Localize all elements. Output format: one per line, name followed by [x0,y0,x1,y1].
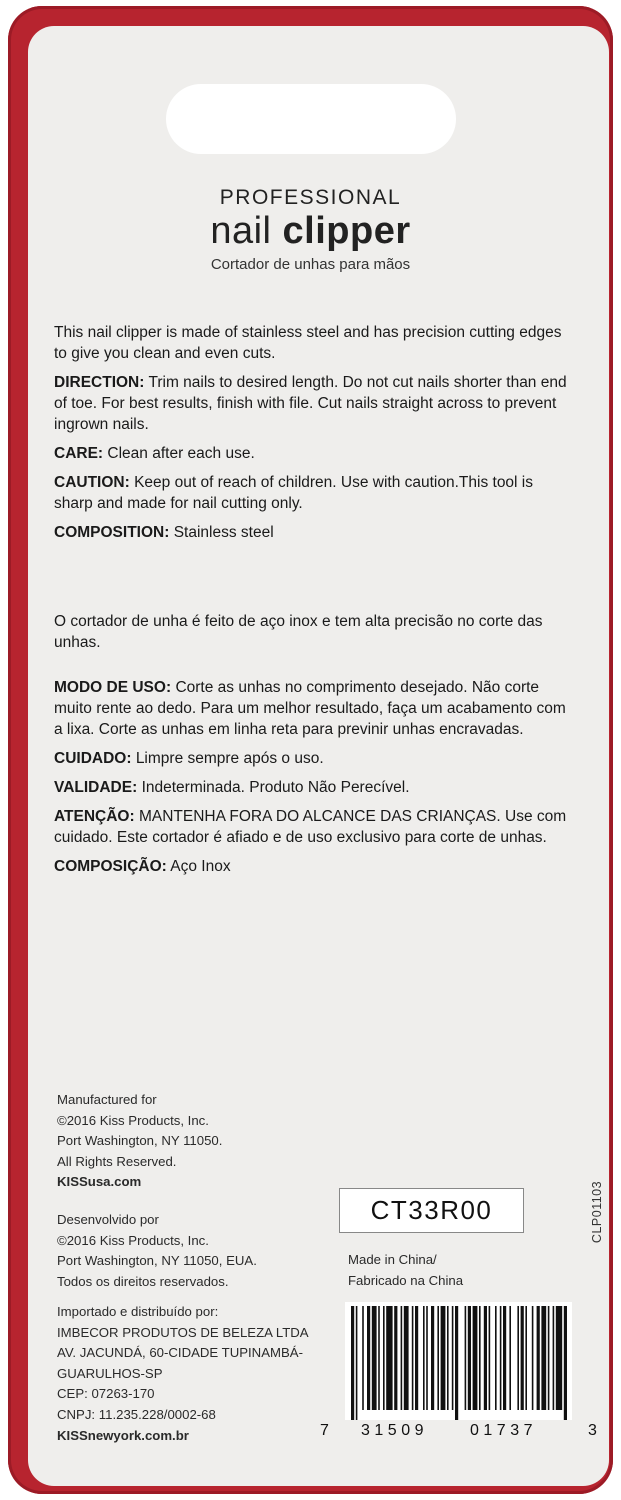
origin-line1: Made in China/ [348,1252,437,1267]
importer-line4: GUARULHOS-SP [57,1365,163,1381]
barcode-bar [521,1306,524,1410]
product-code-box [339,1188,524,1233]
barcode-bar [500,1306,502,1410]
barcode-bar [553,1306,555,1410]
vertical-sku-code: CLP01103 [590,1180,605,1244]
importer-line1: Importado e distribuído por: [57,1304,219,1319]
cuidado-paragraph [54,748,574,769]
barcode-bar [423,1306,425,1410]
barcode-bar [503,1306,506,1410]
origin-info [348,1250,463,1291]
barcode-first-digit: 7 [320,1422,334,1439]
barcode-bar [564,1306,567,1420]
manufacturer-pt-line1: Desenvolvido por [57,1212,159,1227]
product-title [0,186,621,276]
barcode-bar [468,1306,471,1410]
manufacturer-en-website: KISSusa.com [57,1174,142,1190]
barcode-bar [386,1306,392,1410]
barcode-bar [452,1306,454,1410]
manufacturer-pt-line3: Port Washington, NY 11050, EUA. [57,1253,257,1269]
barcode-bar [473,1306,478,1410]
barcode-bar [525,1306,527,1410]
validade-paragraph [54,777,574,798]
barcode-left-group: 31509 [361,1422,428,1439]
barcode-bar [362,1306,364,1410]
barcode [345,1302,572,1420]
modo-text: Corte as unhas no comprimento desejado. Não corte muito rente ao dedo. Para um melhor resultado, faça um acabamento com a lixa. Corte as unhas em linha reta para previnir unhas encravadas. [54,679,566,738]
portuguese-section [54,611,574,885]
composition-paragraph [54,522,574,543]
barcode-bar [372,1306,377,1410]
importer-website: KISSnewyork.com.br [57,1427,189,1443]
caution-text: Keep out of reach of children. Use with caution.This tool is sharp and made for nail cutting only. [54,474,533,512]
title-professional: PROFESSIONAL [219,186,402,209]
barcode-bar [378,1306,380,1410]
title-nail: nail [210,210,272,252]
barcode-bar [541,1306,546,1410]
barcode-bar [509,1306,511,1410]
composicao-text: Aço Inox [170,858,231,875]
barcode-bars [345,1302,572,1420]
barcode-bar [401,1306,403,1410]
barcode-bar [556,1306,562,1410]
english-intro: This nail clipper is made of stainless steel and has precision cutting edges to give you clean and even cuts. [54,324,562,362]
composicao-label: COMPOSIÇÃO: [54,858,167,875]
barcode-bar [537,1306,540,1410]
barcode-bar [383,1306,385,1410]
composition-label: COMPOSITION: [54,524,170,541]
direction-paragraph [54,372,574,435]
product-code: CT33R00 [370,1195,493,1225]
atencao-paragraph [54,806,574,848]
cuidado-text: Limpre sempre após o uso. [135,750,324,767]
composicao-paragraph [54,856,574,877]
origin-line2: Fabricado na China [348,1272,464,1288]
composition-text: Stainless steel [173,524,274,541]
portuguese-intro: O cortador de unha é feito de aço inox e tem alta precisão no corte das unhas. [54,613,543,651]
barcode-bar [431,1306,434,1410]
barcode-bar [394,1306,397,1410]
importer-line5: CEP: 07263-170 [57,1386,155,1402]
modo-label: MODO DE USO: [54,679,172,696]
validade-text: Indeterminada. Produto Não Perecível. [141,779,410,796]
atencao-label: ATENÇÃO: [54,808,135,825]
barcode-bar [495,1306,497,1410]
barcode-bar [404,1306,409,1410]
validade-label: VALIDADE: [54,779,138,796]
english-section [54,322,574,551]
barcode-bar [489,1306,491,1410]
direction-label: DIRECTION: [54,374,145,391]
care-label: CARE: [54,445,104,462]
barcode-bar [426,1306,428,1410]
importer-line6: CNPJ: 11.235.228/0002-68 [57,1406,216,1422]
care-text: Clean after each use. [107,445,255,462]
importer-line3: AV. JACUNDÁ, 60-CIDADE TUPINAMBÁ- [57,1345,303,1361]
manufacturer-en-line4: All Rights Reserved. [57,1153,177,1169]
barcode-bar [415,1306,418,1410]
barcode-bar [351,1306,354,1420]
manufacturer-en-line3: Port Washington, NY 11050. [57,1133,223,1149]
title-clipper: clipper [282,210,411,252]
barcode-bar [548,1306,550,1410]
caution-label: CAUTION: [54,474,130,491]
atencao-text: MANTENHA FORA DO ALCANCE DAS CRIANÇAS. Use com cuidado. Este cortador é afiado e de uso exclusivo para corte de unhas. [54,808,567,846]
direction-text: Trim nails to desired length. Do not cut nails shorter than end of toe. For best results, finish with file. Cut nails straight across to prevent ingrown nails. [54,374,567,433]
barcode-right-group: 01737 [470,1422,537,1439]
barcode-bar [441,1306,446,1410]
barcode-bar [465,1306,467,1410]
importer-info [57,1302,309,1446]
manufacturer-pt [57,1210,257,1292]
cuidado-label: CUIDADO: [54,750,132,767]
barcode-bar [437,1306,439,1410]
manufacturer-pt-line4: Todos os direitos reservados. [57,1273,229,1289]
hang-hole [166,84,456,154]
barcode-check-digit: 3 [588,1422,602,1439]
importer-line2: IMBECOR PRODUTOS DE BELEZA LTDA [57,1324,309,1340]
manufacturer-pt-line2: ©2016 Kiss Products, Inc. [57,1232,209,1248]
barcode-bar [412,1306,414,1410]
barcode-bar [356,1306,358,1420]
barcode-bar [455,1306,458,1420]
title-main [0,210,621,252]
barcode-bar [479,1306,481,1410]
manufacturer-en-line1: Manufactured for [57,1092,157,1107]
title-subtitle: Cortador de unhas para mãos [210,256,411,273]
manufacturer-en [57,1090,222,1193]
barcode-bar [484,1306,487,1410]
barcode-bar [517,1306,519,1410]
caution-paragraph [54,472,574,514]
barcode-bar [532,1306,534,1410]
barcode-bar [447,1306,449,1410]
barcode-bar [367,1306,370,1410]
modo-paragraph [54,677,574,740]
care-paragraph [54,443,574,464]
manufacturer-en-line2: ©2016 Kiss Products, Inc. [57,1112,209,1128]
